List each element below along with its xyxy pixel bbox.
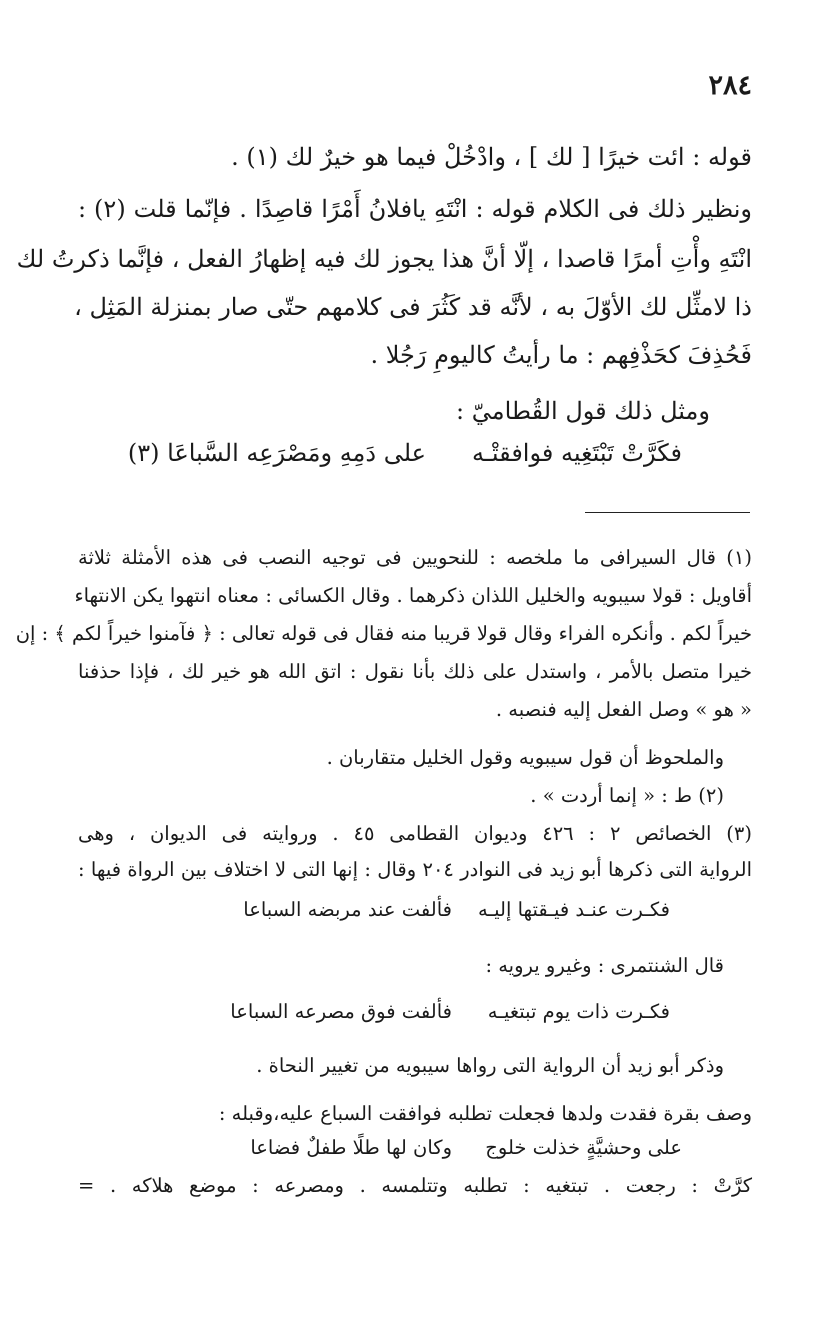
verse-2-second-hemistich: فألفت عند مربضه السباعا	[243, 898, 452, 921]
footnote-line: (٣) الخصائص ٢ : ٤٢٦ وديوان القطامى ٤٥ . وروايته فى الديوان ، وهى	[78, 822, 753, 845]
main-line-2: ونظير ذلك فى الكلام قوله : انْتَهِ يافلانُ أَمْرًا قاصِدًا . فإنّما قلت (٢) :	[78, 195, 752, 223]
footnote-line: أقاويل : قولا سيبويه والخليل اللذان ذكرهما . وقال الكسائى : معناه انتهوا يكن الانتهاء	[74, 584, 752, 607]
main-line-5: فَحُذِفَ كحَذْفِهم : ما رأيتُ كاليومِ رَجُلا .	[370, 341, 752, 369]
footnotes	[15, 544, 753, 1204]
footnote-line: قال الشنتمرى : وغيرو يرويه :	[485, 954, 724, 977]
main-text	[16, 140, 752, 480]
footnote-line: « هو » وصل الفعل إليه فنصبه .	[495, 698, 752, 721]
verse-2-first-hemistich: فكـرت عنـد فيـقتها إليـه	[478, 898, 670, 921]
verse-3-first-hemistich: فكـرت ذات يوم تبتغيـه	[487, 1000, 670, 1023]
footnote-line: خيرا متصل بالأمر ، واستدل على ذلك بأنا نقول : اتق الله هو خير لك ، فإذا حذفنا	[78, 660, 752, 683]
footnote-line: كرَّتْ : رجعت . تبتغيه : تطلبه وتتلمسه . ومصرعه : موضع هلاكه . =	[78, 1174, 752, 1197]
footnote-separator	[585, 512, 750, 513]
verse-4-first-hemistich: على وحشيَّةٍ خذلت خلوج	[485, 1136, 682, 1159]
footnote-line: وصف بقرة فقدت ولدها فجعلت تطلبه فوافقت السباع عليه،وقبله :	[218, 1102, 752, 1125]
main-line-4: ذا لامثِّل لك الأوّلَ به ، لأنَّه قد كَثُرَ فى كلامهم حتّى صار بمنزلة المَثِل ،	[74, 293, 752, 321]
verse-3-second-hemistich: فألفت فوق مصرعه السباعا	[230, 1000, 452, 1023]
footnote-line: خيراً لكم . وأنكره الفراء وقال قولا قريبا منه فقال فى قوله تعالى : ﴿ فآمنوا خيراً لكم ﴾ : إن	[15, 622, 752, 645]
main-line-6: ومثل ذلك قول القُطاميّ :	[456, 397, 710, 425]
footnote-line: وذكر أبو زيد أن الرواية التى رواها سيبويه من تغيير النحاة .	[256, 1054, 724, 1077]
footnote-line: (٢) ط : « إنما أردت » .	[530, 784, 724, 807]
footnote-line: والملحوظ أن قول سيبويه وقول الخليل متقاربان .	[326, 746, 724, 769]
verse-1-first-hemistich: فكَرَّتْ تَبْتَغِيه فوافقتْـه	[472, 439, 682, 467]
verse-1-second-hemistich: على دَمِهِ ومَصْرَعِه السَّباعَا (٣)	[127, 439, 426, 467]
main-line-3: انْتَهِ وأْتِ أمرًا قاصدا ، إلّا أنَّ هذا يجوز لك فيه إظهارُ الفعل ، فإنَّما ذكرتُ لك	[16, 245, 752, 273]
main-line-1: قوله : ائت خيرًا [ لك ] ، وادْخُلْ فيما هو خيرٌ لك (١) .	[231, 143, 752, 171]
page-number: ٢٨٤	[708, 70, 752, 101]
footnote-line: (١) قال السيرافى ما ملخصه : للنحويين فى توجيه النصب فى هذه الأمثلة ثلاثة	[78, 546, 752, 569]
verse-4-second-hemistich: وكان لها طلًا طفلٌ فضاعا	[250, 1136, 452, 1159]
footnote-line: الرواية التى ذكرها أبو زيد فى النوادر ٢٠٤ وقال : إنها التى لا اختلاف بين الرواة فيها :	[78, 858, 752, 881]
